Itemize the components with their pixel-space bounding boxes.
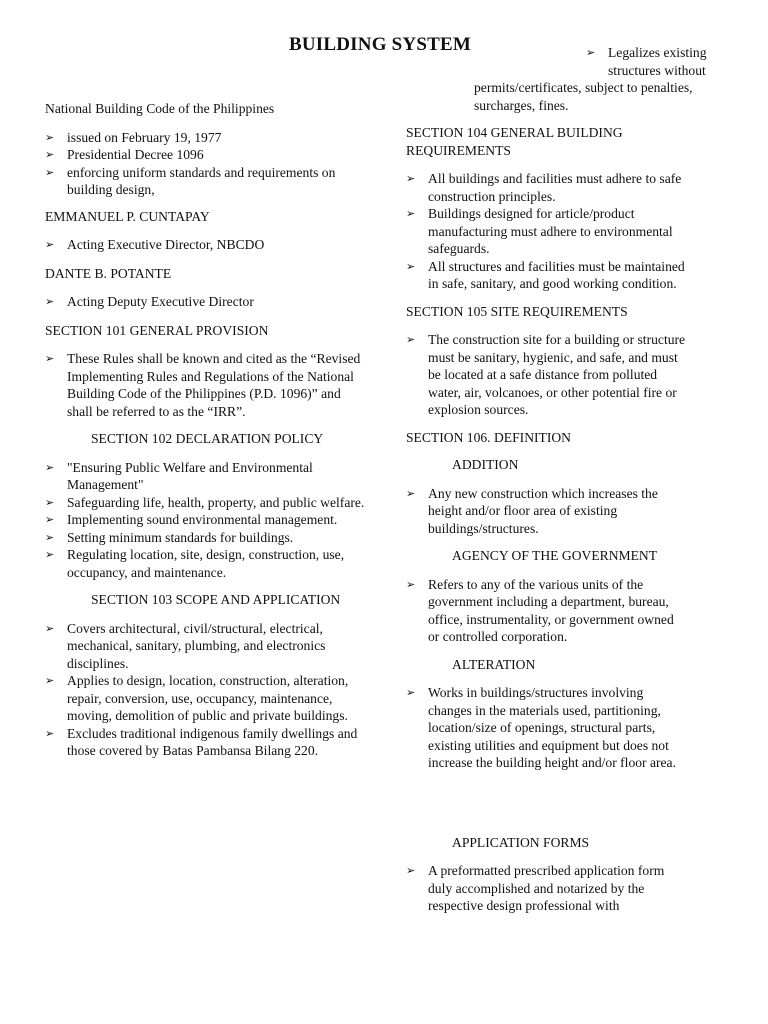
continued-text-rest: permits/certificates, subject to penalties, surcharges, fines. bbox=[474, 80, 693, 113]
person1-name: EMMANUEL P. CUNTAPAY bbox=[45, 208, 210, 224]
section-101-list bbox=[45, 350, 365, 420]
code-list bbox=[45, 129, 365, 199]
list-item bbox=[45, 620, 365, 673]
list-item bbox=[406, 862, 688, 915]
list-item-text: Covers architectural, civil/structural, electrical, mechanical, sanitary, plumbing, and electronics disciplines. bbox=[67, 620, 326, 671]
bullet-icon: ➢ bbox=[45, 621, 55, 635]
bullet-icon: ➢ bbox=[586, 46, 596, 59]
list-item-text: Safeguarding life, health, property, and public welfare. bbox=[67, 494, 365, 510]
bullet-icon: ➢ bbox=[45, 130, 55, 144]
bullet-icon: ➢ bbox=[45, 674, 55, 687]
list-item-text: Excludes traditional indigenous family dwellings and those covered by Batas Pambansa Bilang 220. bbox=[67, 725, 358, 758]
list-item-text: Implementing sound environmental management. bbox=[67, 512, 338, 527]
list-item bbox=[45, 672, 365, 725]
bullet-icon: ➢ bbox=[45, 726, 55, 740]
application-forms-list bbox=[406, 862, 688, 915]
list-item bbox=[406, 258, 688, 293]
bullet-icon: ➢ bbox=[45, 495, 55, 509]
list-item-text: Applies to design, location, construction, alteration, repair, conversion, use, occupancy, maintenance, moving, demolition of public and private buildings. bbox=[67, 673, 349, 723]
addition-list bbox=[406, 485, 688, 538]
bullet-icon: ➢ bbox=[45, 148, 55, 161]
list-item-text: Buildings designed for article/product manufacturing must adhere to environmental safeguards. bbox=[428, 206, 673, 256]
section-102-heading: SECTION 102 DECLARATION POLICY bbox=[91, 431, 324, 446]
list-item bbox=[406, 170, 688, 205]
bullet-icon: ➢ bbox=[406, 259, 416, 273]
list-item bbox=[45, 236, 365, 254]
addition-heading: ADDITION bbox=[452, 457, 519, 472]
list-item-text: enforcing uniform standards and requirements on building design, bbox=[67, 164, 336, 197]
list-item bbox=[406, 205, 688, 258]
section-106-heading: SECTION 106. DEFINITION bbox=[406, 429, 571, 445]
list-item bbox=[45, 164, 365, 199]
alteration-heading: ALTERATION bbox=[452, 656, 536, 672]
section-102-list bbox=[45, 459, 365, 582]
left-column bbox=[45, 100, 365, 760]
list-item-text: Refers to any of the various units of the government including a department, bureau, office, instrumentality, or government owned or controlled corporation. bbox=[428, 576, 674, 644]
section-104-heading-line-1: SECTION 104 GENERAL BUILDING bbox=[406, 125, 623, 140]
bullet-icon: ➢ bbox=[45, 548, 55, 561]
section-101-heading: SECTION 101 GENERAL PROVISION bbox=[45, 322, 269, 338]
bullet-icon: ➢ bbox=[45, 352, 55, 365]
list-item-text: All buildings and facilities must adhere to safe construction principles. bbox=[428, 171, 682, 204]
list-item-text: A preformatted prescribed application form duly accomplished and notarized by the respective design professional with bbox=[428, 863, 665, 913]
continued-text-line-2: structures without bbox=[608, 62, 706, 78]
list-item bbox=[45, 511, 365, 529]
bullet-icon: ➢ bbox=[406, 864, 416, 877]
continued-text-line-1: Legalizes existing bbox=[608, 45, 707, 60]
right-column bbox=[406, 44, 726, 915]
bullet-icon: ➢ bbox=[406, 333, 416, 346]
list-item bbox=[45, 146, 365, 164]
list-item bbox=[406, 485, 688, 538]
document-title: BUILDING SYSTEM bbox=[289, 34, 471, 55]
list-item bbox=[45, 725, 365, 760]
list-item-text: The construction site for a building or structure must be sanitary, hygienic, and safe, and must be located at a safe distance from polluted water, air, volcanoes, or other potential fire or explosion sources. bbox=[428, 332, 686, 417]
list-item-text: issued on February 19, 1977 bbox=[67, 129, 222, 145]
agency-heading: AGENCY OF THE GOVERNMENT bbox=[452, 548, 658, 563]
list-item-text: Works in buildings/structures involving changes in the materials used, partitioning, location/size of openings, structural parts, existing utilities and equipment but does not increase the building height and/or floor area. bbox=[428, 685, 676, 770]
person1-list bbox=[45, 236, 365, 254]
section-104-heading-line-2: REQUIREMENTS bbox=[406, 142, 511, 158]
bullet-icon: ➢ bbox=[406, 207, 416, 220]
continued-bullet-line bbox=[586, 44, 726, 62]
list-item-text: Setting minimum standards for buildings. bbox=[67, 529, 294, 545]
bullet-icon: ➢ bbox=[406, 686, 416, 699]
section-105-list bbox=[406, 331, 688, 419]
list-item bbox=[45, 350, 365, 420]
bullet-icon: ➢ bbox=[406, 172, 416, 185]
bullet-icon: ➢ bbox=[45, 513, 55, 526]
bullet-icon: ➢ bbox=[45, 165, 55, 179]
bullet-icon: ➢ bbox=[45, 530, 55, 544]
list-item-text: All structures and facilities must be maintained in safe, sanitary, and good working condition. bbox=[428, 258, 685, 291]
list-item-text: Acting Deputy Executive Director bbox=[67, 294, 254, 309]
list-item bbox=[45, 129, 365, 147]
person2-list bbox=[45, 293, 365, 311]
list-item-text: Any new construction which increases the height and/or floor area of existing buildings/structures. bbox=[428, 485, 658, 536]
list-item bbox=[45, 459, 365, 494]
list-item bbox=[406, 576, 688, 646]
section-104-list bbox=[406, 170, 688, 293]
alteration-list bbox=[406, 684, 688, 772]
list-item bbox=[45, 529, 365, 547]
list-item-text: Presidential Decree 1096 bbox=[67, 147, 204, 162]
person2-name: DANTE B. POTANTE bbox=[45, 265, 172, 281]
agency-list bbox=[406, 576, 688, 646]
list-item bbox=[45, 546, 365, 581]
list-item-text: "Ensuring Public Welfare and Environmental Management" bbox=[67, 459, 313, 492]
bullet-icon: ➢ bbox=[45, 295, 55, 308]
list-item-text: These Rules shall be known and cited as the “Revised Implementing Rules and Regulations of the National Building Code of the Philippines (P.D. 1096)” and shall be referred to as the “IRR”. bbox=[67, 351, 361, 419]
list-item bbox=[406, 684, 688, 772]
list-item bbox=[45, 293, 365, 311]
list-item bbox=[45, 494, 365, 512]
section-103-heading: SECTION 103 SCOPE AND APPLICATION bbox=[91, 592, 341, 607]
bullet-icon: ➢ bbox=[45, 460, 55, 474]
bullet-icon: ➢ bbox=[406, 486, 416, 500]
application-forms-heading: APPLICATION FORMS bbox=[452, 834, 590, 850]
bullet-icon: ➢ bbox=[406, 577, 416, 591]
list-item bbox=[406, 331, 688, 419]
list-item-text: Acting Executive Director, NBCDO bbox=[67, 237, 265, 252]
bullet-icon: ➢ bbox=[45, 238, 55, 251]
section-105-heading: SECTION 105 SITE REQUIREMENTS bbox=[406, 303, 628, 319]
list-item-text: Regulating location, site, design, construction, use, occupancy, and maintenance. bbox=[67, 547, 345, 580]
section-103-list bbox=[45, 620, 365, 760]
code-heading: National Building Code of the Philippines bbox=[45, 101, 275, 116]
